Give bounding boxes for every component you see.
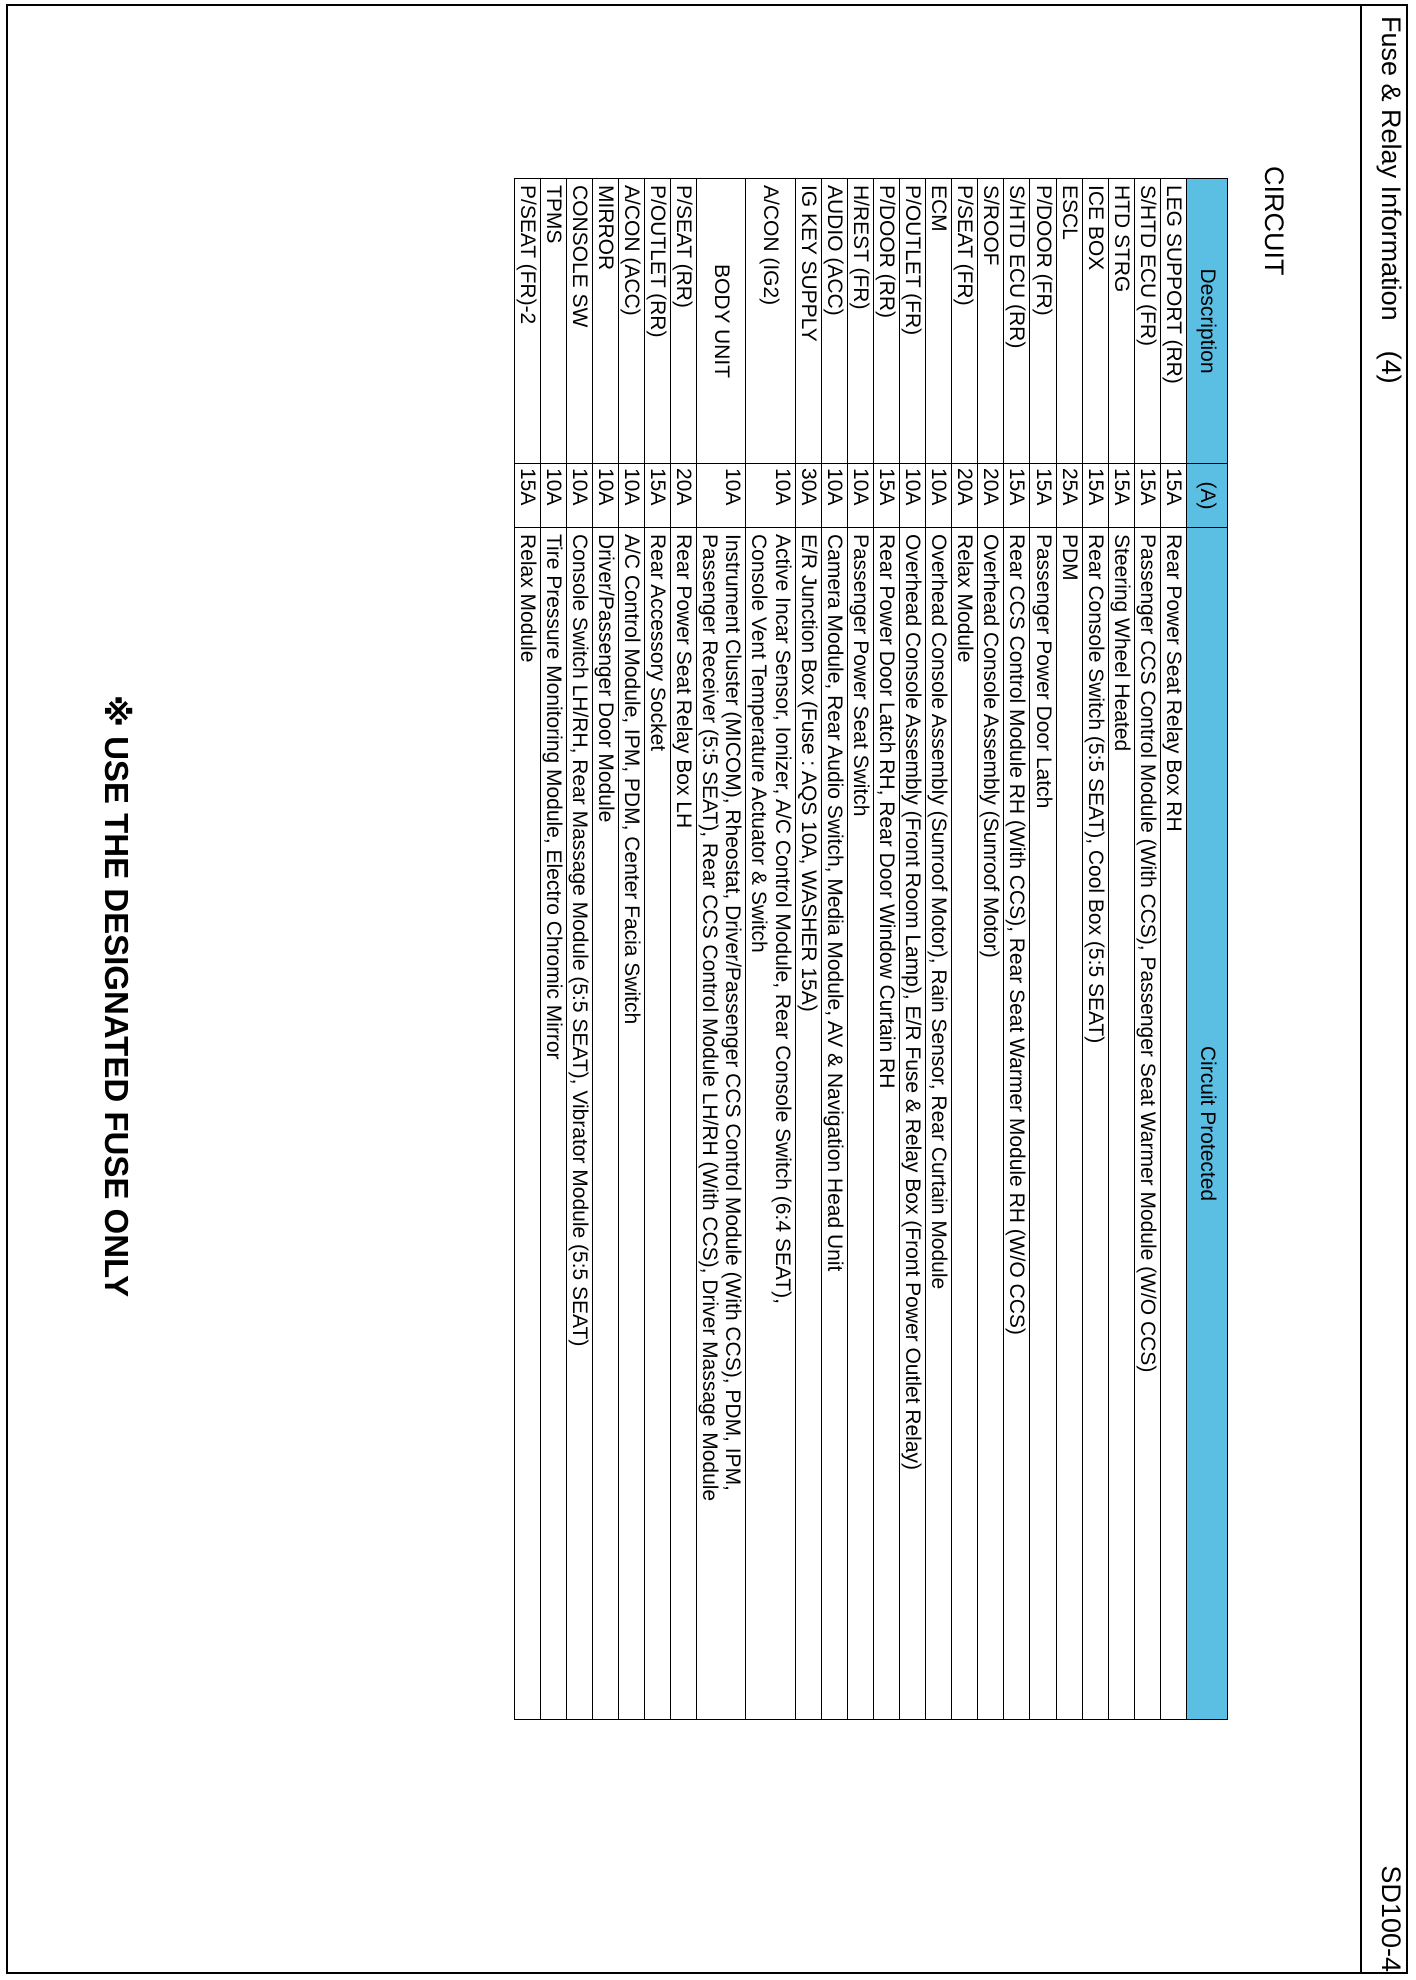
- fuse-description: ICE BOX: [1082, 179, 1108, 464]
- table-row: [873, 179, 899, 1720]
- table-body: [514, 179, 1186, 1720]
- table-row: [978, 179, 1004, 1720]
- table-row: [1030, 179, 1056, 1720]
- circuit-line: Rear Accessory Socket: [646, 534, 670, 752]
- column-header-circuit-protected: Circuit Protected: [1187, 528, 1228, 1720]
- circuit-protected: [1082, 528, 1108, 1720]
- fuse-description: A/CON (IG2): [746, 179, 795, 464]
- fuse-amperage: 25A: [1056, 464, 1082, 528]
- fuse-description: P/DOOR (FR): [1030, 179, 1056, 464]
- fuse-amperage: 20A: [671, 464, 697, 528]
- page-title: Fuse & Relay Information (4): [1376, 16, 1406, 384]
- fuse-amperage: 10A: [926, 464, 952, 528]
- circuit-line: Overhead Console Assembly (Sunroof Motor): [979, 534, 1003, 958]
- circuit-line: E/R Junction Box (Fuse : AQS 10A, WASHER 15A): [796, 534, 820, 1012]
- circuit-line: Passenger Power Door Latch: [1031, 534, 1055, 809]
- circuit-protected: [592, 528, 618, 1720]
- circuit-line: Relax Module: [953, 534, 977, 663]
- fuse-description: S/HTD ECU (RR): [1004, 179, 1030, 464]
- fuse-description: IG KEY SUPPLY: [795, 179, 821, 464]
- warning-note: ※ USE THE DESIGNATED FUSE ONLY: [98, 694, 135, 1298]
- fuse-description: BODY UNIT: [697, 179, 746, 464]
- circuit-protected: [978, 528, 1004, 1720]
- fuse-amperage: 10A: [821, 464, 847, 528]
- circuit-line: Instrument Cluster (MICOM), Rheostat, Driver/Passenger CCS Control Module (With CCS), PDM, IPM,: [721, 534, 745, 1491]
- fuse-description: P/SEAT (RR): [671, 179, 697, 464]
- circuit-protected: [873, 528, 899, 1720]
- fuse-description: CONSOLE SW: [566, 179, 592, 464]
- circuit-line: Active Incar Sensor, Ionizer, A/C Control Module, Rear Console Switch (6:4 SEAT),: [770, 534, 794, 1304]
- table-row: [899, 179, 925, 1720]
- page-frame: [6, 4, 1408, 1974]
- table-row: [645, 179, 671, 1720]
- fuse-description: P/SEAT (FR)-2: [514, 179, 540, 464]
- circuit-protected: [746, 528, 795, 1720]
- table-row: [618, 179, 644, 1720]
- circuit-protected: [847, 528, 873, 1720]
- section-title: CIRCUIT: [1259, 166, 1289, 276]
- table-row: [926, 179, 952, 1720]
- fuse-amperage: 15A: [1160, 464, 1186, 528]
- fuse-description: A/CON (ACC): [618, 179, 644, 464]
- circuit-line: Overhead Console Assembly (Sunroof Motor), Rain Sensor, Rear Curtain Module: [927, 534, 951, 1290]
- fuse-description: ESCL: [1056, 179, 1082, 464]
- circuit-protected: [566, 528, 592, 1720]
- circuit-protected: [795, 528, 821, 1720]
- page-code: SD100-4: [1376, 1865, 1406, 1972]
- circuit-protected: [671, 528, 697, 1720]
- fuse-description: P/OUTLET (FR): [899, 179, 925, 464]
- fuse-amperage: 15A: [873, 464, 899, 528]
- fuse-description: HTD STRG: [1108, 179, 1134, 464]
- circuit-line: Steering Wheel Heated: [1109, 534, 1133, 752]
- circuit-line: Passenger Power Seat Switch: [848, 534, 872, 817]
- circuit-line: Tire Pressure Monitoring Module, Electro Chromic Mirror: [541, 534, 565, 1060]
- circuit-line: Console Switch LH/RH, Rear Massage Module (5:5 SEAT), Vibrator Module (5:5 SEAT): [567, 534, 591, 1347]
- circuit-line: Rear CCS Control Module RH (With CCS), Rear Seat Warmer Module RH (W/O CCS): [1005, 534, 1029, 1335]
- fuse-description: AUDIO (ACC): [821, 179, 847, 464]
- circuit-line: Overhead Console Assembly (Front Room Lamp), E/R Fuse & Relay Box (Front Power Outlet Relay): [901, 534, 925, 1471]
- circuit-protected: [1160, 528, 1186, 1720]
- fuse-amperage: 15A: [645, 464, 671, 528]
- circuit-protected: [1004, 528, 1030, 1720]
- fuse-amperage: 10A: [746, 464, 795, 528]
- fuse-amperage: 10A: [847, 464, 873, 528]
- circuit-line: Rear Power Seat Relay Box LH: [672, 534, 696, 829]
- circuit-line: Driver/Passenger Door Module: [593, 534, 617, 823]
- circuit-line: Rear Power Seat Relay Box RH: [1162, 534, 1185, 832]
- fuse-amperage: 10A: [540, 464, 566, 528]
- table-header-row: [1187, 179, 1228, 1720]
- table-row: [1004, 179, 1030, 1720]
- circuit-protected: [645, 528, 671, 1720]
- circuit-protected: [618, 528, 644, 1720]
- header-divider: [1360, 6, 1362, 1974]
- fuse-description: P/SEAT (FR): [952, 179, 978, 464]
- fuse-description: S/HTD ECU (FR): [1134, 179, 1160, 464]
- table-row: [1134, 179, 1160, 1720]
- column-header-amperage: (A): [1187, 464, 1228, 528]
- fuse-amperage: 15A: [514, 464, 540, 528]
- table-row: [1160, 179, 1186, 1720]
- fuse-amperage: 15A: [1134, 464, 1160, 528]
- circuit-line: Passenger CCS Control Module (With CCS), Passenger Seat Warmer Module (W/O CCS): [1135, 534, 1159, 1373]
- fuse-amperage: 20A: [952, 464, 978, 528]
- fuse-amperage: 30A: [795, 464, 821, 528]
- fuse-description: MIRROR: [592, 179, 618, 464]
- fuse-description: P/OUTLET (RR): [645, 179, 671, 464]
- fuse-amperage: 10A: [899, 464, 925, 528]
- fuse-description: H/REST (FR): [847, 179, 873, 464]
- circuit-line: Relax Module: [515, 534, 539, 663]
- table-row: [514, 179, 540, 1720]
- circuit-line: A/C Control Module, IPM, PDM, Center Facia Switch: [620, 534, 644, 1025]
- circuit-protected: [899, 528, 925, 1720]
- table-row: [746, 179, 795, 1720]
- table-row: [847, 179, 873, 1720]
- circuit-line: Console Vent Temperature Actuator & Switch: [747, 534, 771, 953]
- fuse-description: P/DOOR (RR): [873, 179, 899, 464]
- table-row: [697, 179, 746, 1720]
- fuse-description: TPMS: [540, 179, 566, 464]
- fuse-amperage: 15A: [1108, 464, 1134, 528]
- circuit-protected: [514, 528, 540, 1720]
- table-row: [1056, 179, 1082, 1720]
- fuse-description: LEG SUPPORT (RR): [1160, 179, 1186, 464]
- table-row: [592, 179, 618, 1720]
- circuit-protected: [697, 528, 746, 1720]
- fuse-amperage: 15A: [1082, 464, 1108, 528]
- fuse-amperage: 10A: [697, 464, 746, 528]
- fuse-amperage: 15A: [1004, 464, 1030, 528]
- column-header-description: Description: [1187, 179, 1228, 464]
- table-row: [795, 179, 821, 1720]
- circuit-line: PDM: [1057, 534, 1081, 581]
- table-row: [952, 179, 978, 1720]
- fuse-amperage: 10A: [566, 464, 592, 528]
- circuit-line: Camera Module, Rear Audio Switch, Media Module, AV & Navigation Head Unit: [822, 534, 846, 1272]
- circuit-protected: [926, 528, 952, 1720]
- fuse-description: ECM: [926, 179, 952, 464]
- circuit-protected: [1108, 528, 1134, 1720]
- circuit-line: Rear Console Switch (5:5 SEAT), Cool Box (5:5 SEAT): [1083, 534, 1107, 1044]
- circuit-protected: [1134, 528, 1160, 1720]
- circuit-protected: [1056, 528, 1082, 1720]
- table-row: [1082, 179, 1108, 1720]
- table-row: [540, 179, 566, 1720]
- circuit-protected: [952, 528, 978, 1720]
- circuit-line: Passenger Receiver (5:5 SEAT), Rear CCS Control Module LH/RH (With CCS), Driver Massage Module: [698, 534, 722, 1502]
- circuit-protected: [1030, 528, 1056, 1720]
- fuse-amperage: 20A: [978, 464, 1004, 528]
- table-row: [821, 179, 847, 1720]
- fuse-amperage: 10A: [592, 464, 618, 528]
- circuit-protected: [540, 528, 566, 1720]
- fuse-description: S/ROOF: [978, 179, 1004, 464]
- fuse-amperage: 15A: [1030, 464, 1056, 528]
- rotated-document: [8, 6, 1408, 1974]
- table-row: [566, 179, 592, 1720]
- fuse-amperage: 10A: [618, 464, 644, 528]
- table-row: [1108, 179, 1134, 1720]
- circuit-protected: [821, 528, 847, 1720]
- table-row: [671, 179, 697, 1720]
- circuit-line: Rear Power Door Latch RH, Rear Door Window Curtain RH: [874, 534, 898, 1089]
- fuse-table: [514, 178, 1228, 1720]
